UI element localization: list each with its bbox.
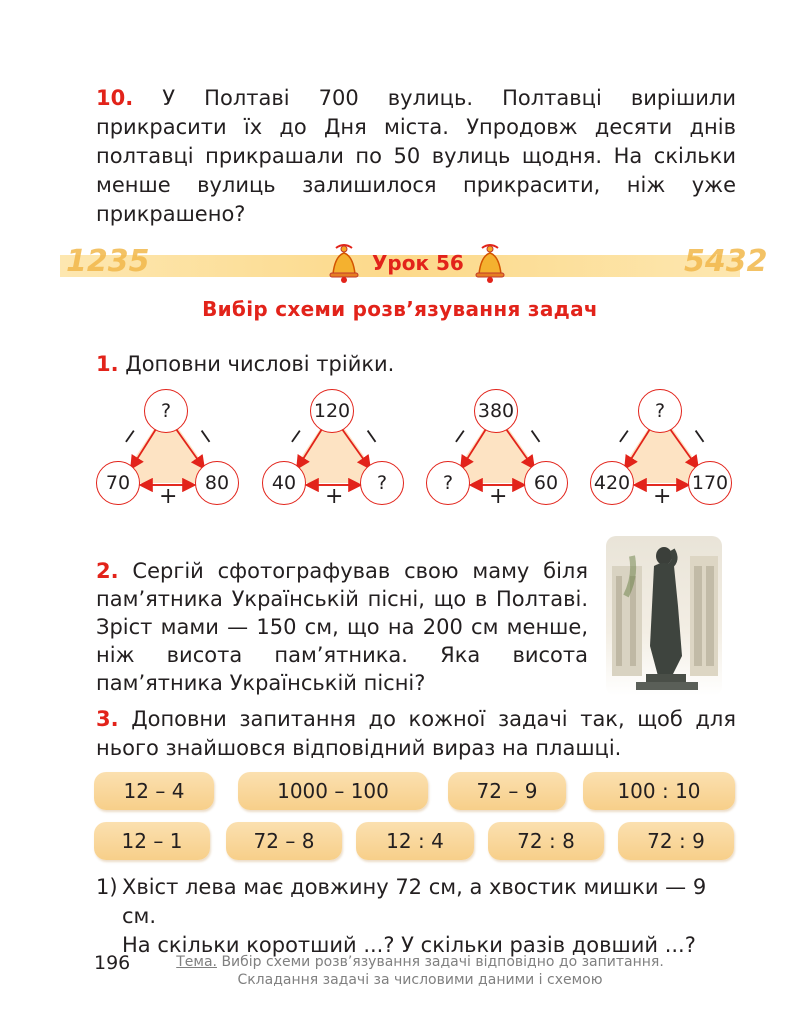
page-number: 196 — [94, 952, 131, 974]
plus-sign: + — [653, 484, 672, 509]
footer-topic — [150, 953, 690, 989]
minus-sign: − — [280, 421, 312, 452]
triangle-left[interactable]: 420 — [590, 461, 634, 505]
minus-sign: − — [519, 421, 551, 452]
triangle-left[interactable]: 70 — [96, 461, 140, 505]
task-number: 2. — [96, 559, 119, 583]
minus-sign: − — [444, 421, 476, 452]
expression-pill[interactable]: 1000 – 100 — [238, 772, 428, 810]
topic-label: Тема. — [176, 954, 217, 970]
banner-digits-left: 1235 — [66, 244, 150, 279]
lesson-title: Урок 56 — [372, 251, 464, 275]
lesson-subtitle: Вибір схеми розв’язування задач — [202, 297, 598, 321]
triangle-right[interactable]: 80 — [195, 461, 239, 505]
monument-photo — [606, 536, 722, 696]
task-text: Сергій сфотографував свою маму біля пам’ятника Українській пісні, що в Полтаві. Зріст мами — 150 см, що на 200 см менше, ніж висота пам’ятника. Яка висота пам’ятника Українській пісні? — [96, 559, 588, 695]
expression-pill[interactable]: 72 : 8 — [488, 822, 604, 860]
minus-sign: − — [114, 421, 146, 452]
item-line-1: Хвіст лева має довжину 72 см, а хвостик мишки — 9 см. — [121, 875, 707, 928]
triangle-right[interactable]: ? — [360, 461, 404, 505]
minus-sign: − — [355, 421, 387, 452]
triangle-top[interactable]: ? — [144, 389, 188, 433]
item-line-2: На скільки коротший ...? У скільки разів довший ...? — [122, 933, 696, 957]
plus-sign: + — [159, 484, 178, 509]
triangle-top[interactable]: ? — [638, 389, 682, 433]
task-number: 1. — [96, 352, 119, 376]
triangle-top[interactable]: 120 — [310, 389, 354, 433]
expression-pill[interactable]: 12 : 4 — [356, 822, 474, 860]
plus-sign: + — [325, 484, 344, 509]
task-text: Доповни запитання до кожної задачі так, щоб для нього знайшовся відповідний вираз на плашці. — [96, 707, 736, 760]
task-number: 3. — [96, 707, 119, 731]
expression-pill[interactable]: 100 : 10 — [583, 772, 735, 810]
triangle-left[interactable]: 40 — [262, 461, 306, 505]
triangle-right[interactable]: 170 — [688, 461, 732, 505]
topic-line-2: Складання задачі за числовими даними і схемою — [237, 972, 603, 988]
task-number: 10. — [96, 86, 134, 110]
task-2 — [96, 557, 588, 697]
plus-sign: + — [489, 484, 508, 509]
minus-sign: − — [683, 421, 715, 452]
triangle-top[interactable]: 380 — [474, 389, 518, 433]
expression-pill[interactable]: 72 : 9 — [618, 822, 734, 860]
expression-pill[interactable]: 72 – 9 — [448, 772, 566, 810]
task-text: Доповни числові трійки. — [125, 352, 395, 376]
task-3-item-1 — [96, 873, 746, 960]
expression-pill[interactable]: 12 – 4 — [94, 772, 214, 810]
task-3 — [96, 705, 736, 763]
expression-pill[interactable]: 12 – 1 — [94, 822, 210, 860]
expression-pill[interactable]: 72 – 8 — [226, 822, 342, 860]
banner-digits-right: 5432 — [684, 244, 768, 279]
triangle-right[interactable]: 60 — [524, 461, 568, 505]
task-text: У Полтаві 700 вулиць. Полтавці вирішили прикрасити їх до Дня міста. Упродовж десяти днів полтавці прикрашали по 50 вулиць щодня. На скільки менше вулиць залишилося прикрасити, ніж уже прикрашено? — [96, 86, 736, 226]
topic-line-1: Вибір схеми розв’язування задачі відповідно до запитання. — [221, 954, 664, 970]
minus-sign: − — [189, 421, 221, 452]
minus-sign: − — [608, 421, 640, 452]
triangle-left[interactable]: ? — [426, 461, 470, 505]
monument-image — [606, 536, 722, 696]
item-number: 1) — [96, 875, 118, 899]
